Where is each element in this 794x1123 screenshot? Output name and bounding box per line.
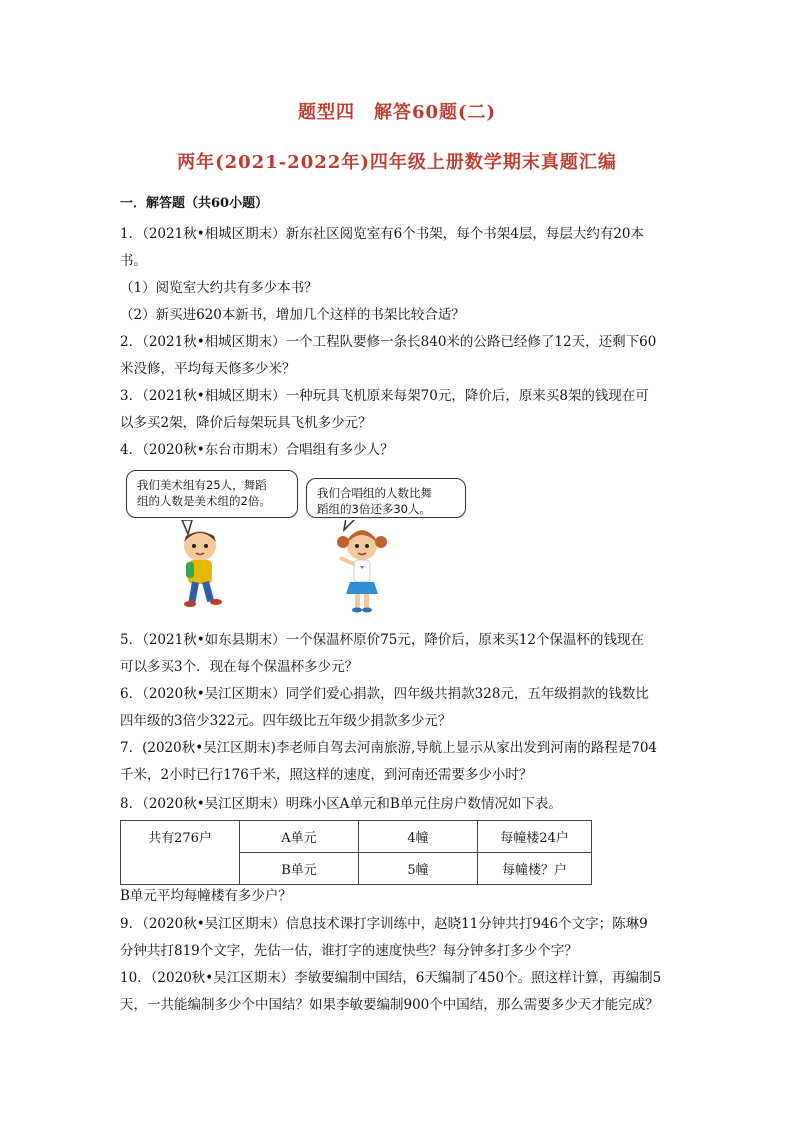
- section-heading: 一．解答题（共60小题）: [120, 196, 269, 211]
- girl-figure: [337, 530, 387, 613]
- table-cell: 5幢: [359, 853, 478, 885]
- question-line: 书。: [120, 253, 147, 269]
- boy-speech-bubble: [126, 470, 298, 518]
- girl-speech-bubble: [306, 478, 466, 518]
- question-line: （2）新买进620本新书，增加几个这样的书架比较合适？: [120, 307, 465, 323]
- question-line: 6．（2020秋•吴江区期末）同学们爱心捐款，四年级共捐款328元，五年级捐款的钱数比: [120, 686, 649, 702]
- table-cell: 4幢: [359, 821, 478, 853]
- question-line: 3．（2021秋•相城区期末）一种玩具飞机原来每架70元，降价后，原来买8架的钱现在可: [120, 388, 649, 404]
- table-cell: B单元: [240, 853, 359, 885]
- girl-bubble-tail: [344, 520, 356, 530]
- table-cell: 每幢楼24户: [478, 821, 592, 853]
- question-line: 米没修，平均每天修多少米？: [120, 361, 296, 377]
- bubble-text: 组的人数是美术组的2倍。: [137, 494, 271, 508]
- children-illustration: [170, 520, 410, 620]
- boy-figure: [184, 531, 222, 607]
- question-line: 四年级的3倍少322元。四年级比五年级少捐款多少元？: [120, 713, 452, 729]
- question-line: 8．（2020秋•吴江区期末）明珠小区A单元和B单元住房户数情况如下表。: [120, 796, 562, 812]
- question-line: 5．（2021秋•如东县期末）一个保温杯原价75元，降价后，原来买12个保温杯的钱现在: [120, 632, 645, 648]
- table-cell: 每幢楼？户: [478, 853, 592, 885]
- bubble-text: 蹈组的3倍还多30人。: [317, 502, 431, 516]
- question-line: （1）阅览室大约共有多少本书？: [120, 280, 318, 296]
- boy-bubble-tail: [182, 520, 192, 534]
- question-line: 可以多买3个．现在每个保温杯多少元？: [120, 659, 359, 675]
- question-line: 千米，2小时已行176千米，照这样的速度，到河南还需要多少小时？: [120, 767, 533, 783]
- table-cell: A单元: [240, 821, 359, 853]
- question-line: 4．（2020秋•东台市期末）合唱组有多少人？: [120, 442, 394, 458]
- question-line: 7．(2020秋•吴江区期末)李老师自驾去河南旅游,导航上显示从家出发到河南的路程是704: [120, 740, 657, 756]
- question-line: 以多买2架，降价后每架玩具飞机多少元？: [120, 415, 372, 431]
- question-line: 10．（2020秋•吴江区期末）李敏要编制中国结，6天编制了450个。照这样计算，再编制5: [120, 970, 662, 986]
- page-title: 题型四 解答60题(二): [297, 102, 497, 123]
- table-row: [121, 821, 592, 853]
- question-line: 1．（2021秋•相城区期末）新东社区阅览室有6个书架，每个书架4层，每层大约有20本: [120, 226, 645, 242]
- bubble-text: 我们合唱组的人数比舞: [317, 486, 432, 500]
- question-line: 分钟共打819个文字，先估一估，谁打字的速度快些？每分钟多打多少个字？: [120, 943, 578, 959]
- question-line: 9．（2020秋•吴江区期末）信息技术课打字训练中，赵晓11分钟共打946个文字；陈琳9: [120, 916, 648, 932]
- households-table: [120, 820, 592, 885]
- question-line: 2．（2021秋•相城区期末）一个工程队要修一条长840米的公路已经修了12天，还剩下60: [120, 334, 657, 350]
- question-line: B单元平均每幢楼有多少户？: [120, 888, 292, 904]
- page-subtitle: 两年(2021-2022年)四年级上册数学期末真题汇编: [177, 152, 617, 173]
- bubble-text: 我们美术组有25人，舞蹈: [137, 478, 267, 492]
- table-cell-total: 共有276户: [121, 821, 240, 885]
- question-line: 天，一共能编制多少个中国结？如果李敏要编制900个中国结，那么需要多少天才能完成？: [120, 997, 659, 1013]
